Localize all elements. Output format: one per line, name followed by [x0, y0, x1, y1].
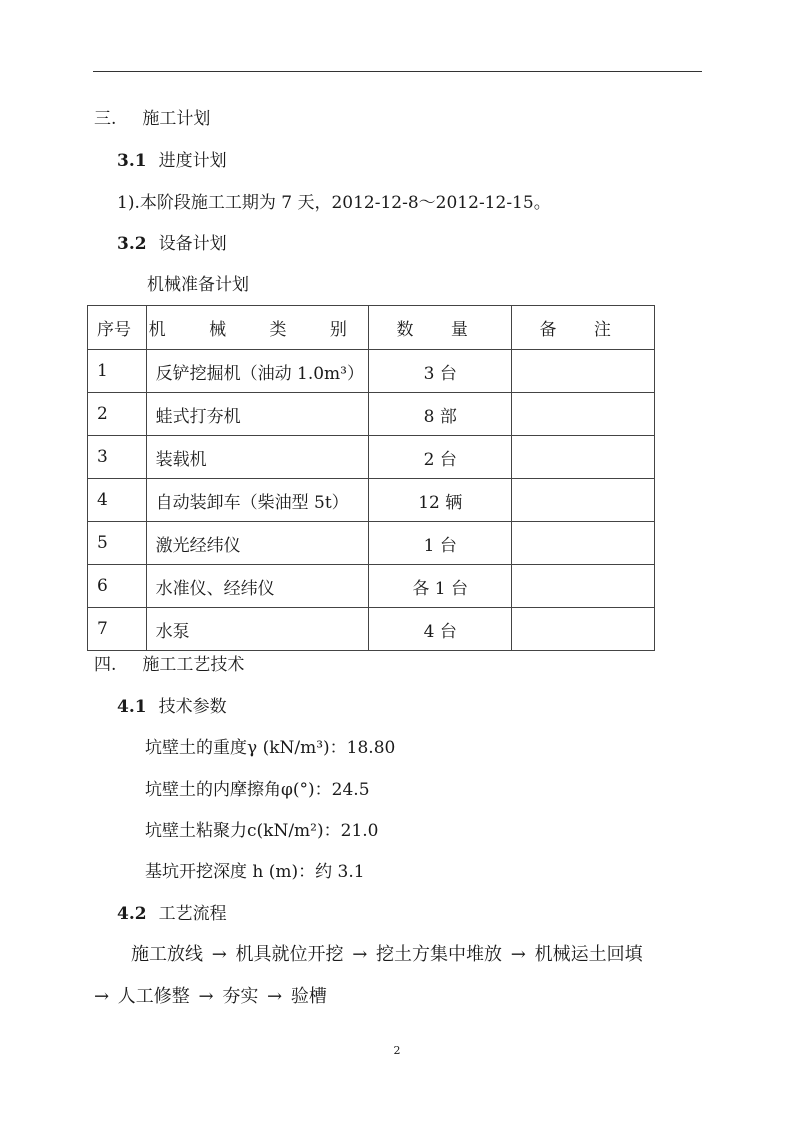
cell-seq: 7	[88, 608, 147, 651]
subsection-4-2-heading	[117, 903, 227, 925]
param-unit-weight: 坑壁土的重度γ (kN/m³)：18.80	[145, 738, 396, 758]
subsection-4-1-number: 4.1	[117, 697, 147, 717]
subsection-3-2-heading	[117, 233, 227, 255]
cell-qty: 2 台	[368, 436, 512, 479]
cell-name: 自动装卸车（柴油型 5t）	[146, 479, 368, 522]
cell-note	[512, 436, 655, 479]
equipment-table	[87, 305, 655, 651]
section-3-title: 施工计划	[142, 109, 211, 129]
param-excavation-depth: 基坑开挖深度 h (m)：约 3.1	[145, 862, 365, 882]
subsection-4-2-number: 4.2	[117, 904, 147, 924]
table-row	[88, 479, 655, 522]
cell-seq: 4	[88, 479, 147, 522]
header-rule	[93, 71, 702, 72]
subsection-3-1-title: 进度计划	[158, 151, 227, 171]
table-header-row	[88, 306, 655, 350]
section-4-heading	[94, 654, 244, 676]
cell-qty: 各 1 台	[368, 565, 512, 608]
process-flow-line-2: → 人工修整 → 夯实 → 验槽	[94, 986, 327, 1007]
header-seq: 序号	[88, 306, 147, 350]
cell-note	[512, 350, 655, 393]
cell-qty: 3 台	[368, 350, 512, 393]
cell-name: 水泵	[146, 608, 368, 651]
cell-seq: 3	[88, 436, 147, 479]
cell-note	[512, 479, 655, 522]
cell-note	[512, 393, 655, 436]
cell-name: 水准仪、经纬仪	[146, 565, 368, 608]
process-flow-line-1: 施工放线 → 机具就位开挖 → 挖土方集中堆放 → 机械运土回填	[131, 944, 643, 965]
header-qty: 数 量	[368, 306, 512, 350]
subsection-3-1-number: 3.1	[117, 151, 147, 171]
page-number: 2	[393, 1044, 401, 1057]
table-row	[88, 350, 655, 393]
header-name: 机 械 类 别	[146, 306, 368, 350]
table-row	[88, 565, 655, 608]
cell-qty: 4 台	[368, 608, 512, 651]
cell-seq: 5	[88, 522, 147, 565]
header-note: 备 注	[512, 306, 655, 350]
cell-note	[512, 608, 655, 651]
schedule-line: 1).本阶段施工工期为 7 天，2012-12-8～2012-12-15。	[117, 193, 551, 213]
cell-name: 激光经纬仪	[146, 522, 368, 565]
cell-seq: 1	[88, 350, 147, 393]
table-row	[88, 522, 655, 565]
table-row	[88, 608, 655, 651]
table-row	[88, 436, 655, 479]
cell-name: 蛙式打夯机	[146, 393, 368, 436]
table-caption: 机械准备计划	[147, 275, 249, 295]
cell-name: 反铲挖掘机（油动 1.0m³）	[146, 350, 368, 393]
subsection-4-1-heading	[117, 696, 227, 718]
section-3-heading	[94, 108, 210, 130]
subsection-4-2-title: 工艺流程	[158, 904, 227, 924]
param-friction-angle: 坑壁土的内摩擦角φ(°)：24.5	[145, 780, 370, 800]
subsection-3-2-number: 3.2	[117, 234, 147, 254]
param-cohesion: 坑壁土粘聚力c(kN/m²)：21.0	[145, 821, 379, 841]
cell-seq: 6	[88, 565, 147, 608]
section-4-title: 施工工艺技术	[142, 655, 245, 675]
cell-note	[512, 522, 655, 565]
subsection-4-1-title: 技术参数	[158, 697, 227, 717]
table-row	[88, 393, 655, 436]
cell-name: 装载机	[146, 436, 368, 479]
cell-seq: 2	[88, 393, 147, 436]
cell-qty: 1 台	[368, 522, 512, 565]
subsection-3-2-title: 设备计划	[158, 234, 227, 254]
section-3-number: 三.	[94, 109, 117, 129]
subsection-3-1-heading	[117, 150, 227, 172]
cell-qty: 12 辆	[368, 479, 512, 522]
section-4-number: 四.	[94, 655, 117, 675]
cell-qty: 8 部	[368, 393, 512, 436]
cell-note	[512, 565, 655, 608]
